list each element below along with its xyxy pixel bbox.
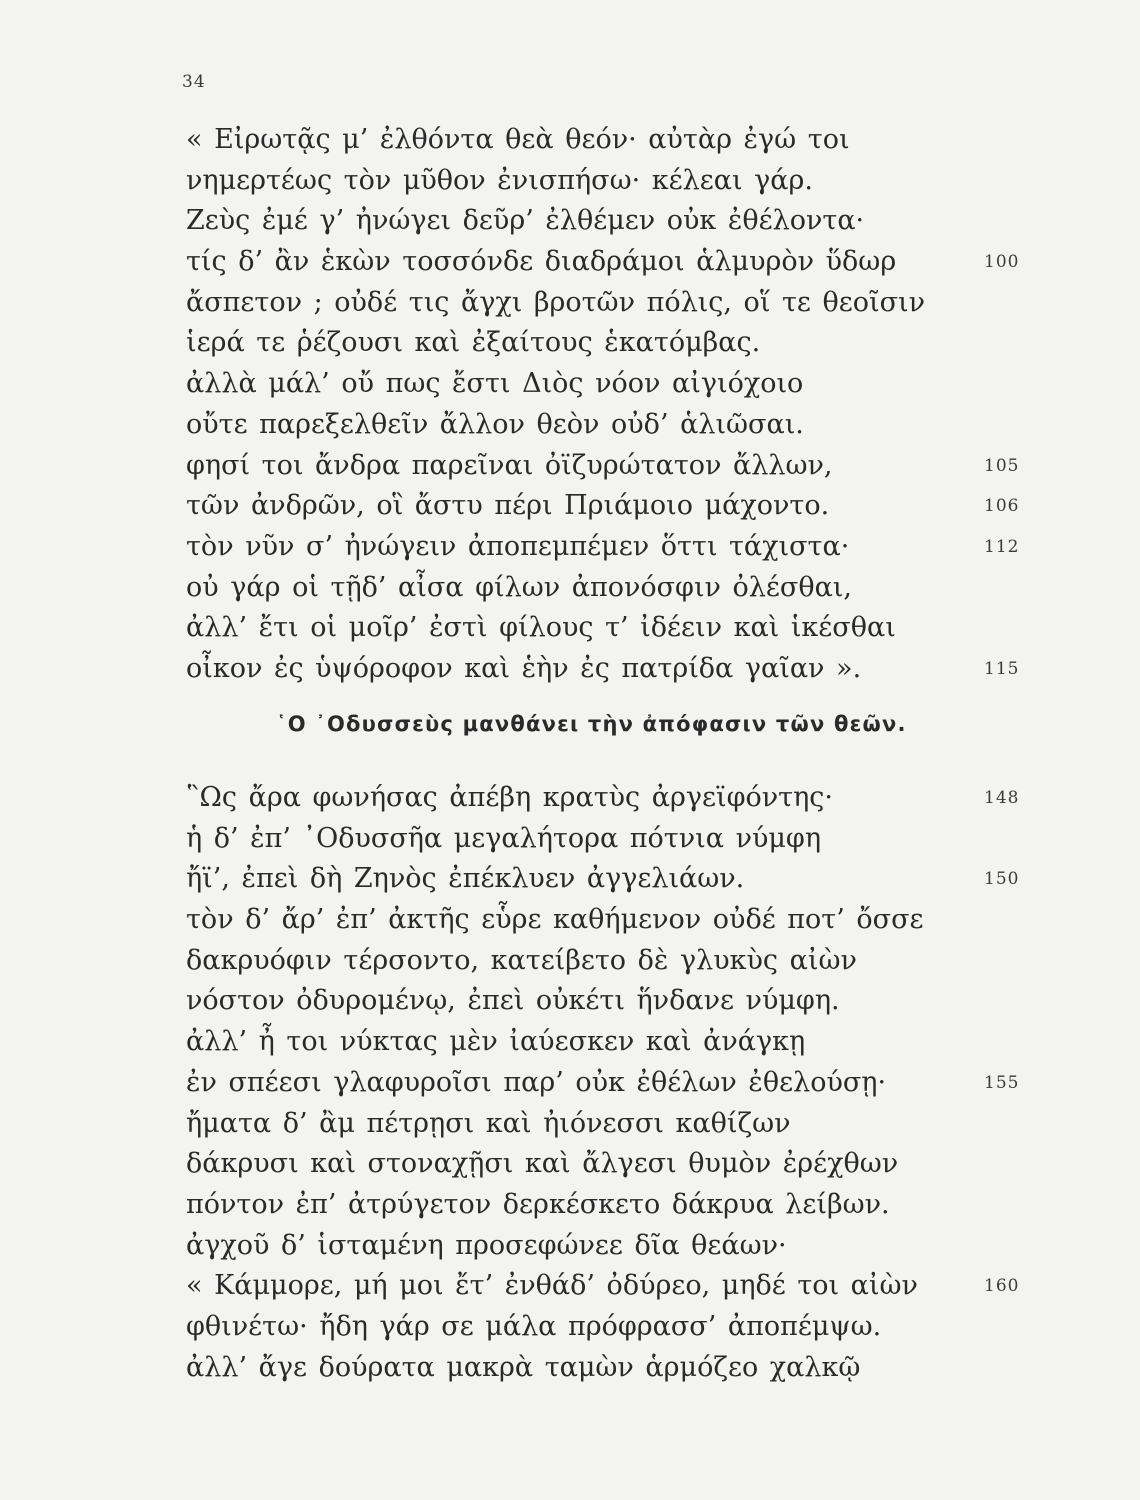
line-number: 155 (984, 1072, 1020, 1093)
line-number: 100 (984, 252, 1020, 273)
verse-line (186, 527, 1026, 568)
verse-text: « Εἰρωτᾷς μ’ ἐλθόντα θεὰ θεόν· αὐτὰρ ἐγώ τοι (186, 124, 850, 155)
verse-text: πόντον ἐπ’ ἀτρύγετον δερκέσκετο δάκρυα λείβων. (186, 1188, 890, 1220)
verse-text: ἄσπετον ; οὐδέ τις ἄγχι βροτῶν πόλις, οἵ τε θεοῖσιν (186, 286, 926, 318)
verse-text: τῶν ἀνδρῶν, οἳ ἄστυ πέρι Πριάμοιο μάχοντο. (186, 490, 830, 522)
verse-text: ἐν σπέεσι γλαφυροῖσι παρ’ οὐκ ἐθέλων ἐθελούσῃ· (186, 1066, 887, 1098)
verse-text: ἀλλ’ ἦ τοι νύκτας μὲν ἰαύεσκεν καὶ ἀνάγκῃ (186, 1026, 806, 1058)
verse-text: τὸν δ’ ἄρ’ ἐπ’ ἀκτῆς εὗρε καθήμενον οὐδέ ποτ’ ὄσσε (186, 904, 924, 936)
verse-line (186, 446, 1026, 487)
verse-line (186, 1348, 1026, 1389)
verse-text: τὸν νῦν σ’ ἠνώγειν ἀποπεμπέμεν ὅττι τάχιστα· (186, 530, 850, 562)
verse-text: ἀλλ’ ἔτι οἱ μοῖρ’ ἐστὶ φίλους τ’ ἰδέειν καὶ ἱκέσθαι (186, 612, 896, 644)
verse-text: τίς δ’ ἂν ἑκὼν τοσσόνδε διαδράμοι ἁλμυρὸν ὕδωρ (186, 246, 897, 278)
line-number: 115 (984, 658, 1020, 679)
verse-line (186, 364, 1026, 405)
line-number: 112 (984, 536, 1020, 557)
verse-line (186, 201, 1026, 242)
verse-text: ἀλλ’ ἄγε δούρατα μακρὰ ταμὼν ἁρμόζεο χαλκῷ (186, 1351, 861, 1383)
line-number: 105 (984, 455, 1020, 476)
verse-text: ἡ δ’ ἐπ’ ᾿Οδυσσῆα μεγαλήτορα πότνια νύμφη (186, 822, 822, 854)
verse-text: ῝Ως ἄρα φωνήσας ἀπέβη κρατὺς ἀργεϊφόντης· (186, 782, 833, 813)
verse-line (186, 941, 1026, 982)
line-number: 148 (984, 788, 1020, 808)
verse-line (186, 981, 1026, 1022)
verse-line (186, 608, 1026, 649)
verse-line (186, 819, 1026, 860)
verse-line (186, 242, 1026, 283)
verse-line (186, 1307, 1026, 1348)
verse-line (186, 778, 1026, 819)
verse-text: Ζεὺς ἐμέ γ’ ἠνώγει δεῦρ’ ἐλθέμεν οὐκ ἐθέλοντα· (186, 205, 865, 237)
verse-text: « Κάμμορε, μή μοι ἔτ’ ἐνθάδ’ ὀδύρεο, μηδέ τοι αἰὼν (186, 1270, 918, 1302)
verse-block-2 (186, 778, 1026, 1388)
verse-text: οὔτε παρεξελθεῖν ἄλλον θεὸν οὐδ’ ἁλιῶσαι. (186, 408, 804, 440)
verse-line (186, 1185, 1026, 1226)
verse-text: φησί τοι ἄνδρα παρεῖναι ὀϊζυρώτατον ἄλλων, (186, 449, 833, 481)
verse-text: οἶκον ἐς ὑψόροφον καὶ ἑὴν ἐς πατρίδα γαῖαν ». (186, 652, 862, 684)
verse-text: ἤϊ’, ἐπεὶ δὴ Ζηνὸς ἐπέκλυεν ἀγγελιάων. (186, 863, 745, 895)
verse-line (186, 1022, 1026, 1063)
verse-text: δάκρυσι καὶ στοναχῇσι καὶ ἄλγεσι θυμὸν ἐρέχθων (186, 1148, 899, 1180)
verse-text: νόστον ὀδυρομένῳ, ἐπεὶ οὐκέτι ἥνδανε νύμφη. (186, 985, 840, 1017)
section-heading: ῾Ο ᾿Οδυσσεὺς μανθάνει τὴν ἀπόφασιν τῶν θεῶν. (276, 712, 907, 736)
line-number: 106 (984, 496, 1020, 517)
line-number: 150 (984, 869, 1020, 890)
verse-line (186, 1104, 1026, 1145)
verse-block-1 (186, 120, 1026, 690)
verse-line (186, 161, 1026, 202)
verse-text: ἀλλὰ μάλ’ οὔ πως ἔστι Διὸς νόον αἰγιόχοιο (186, 368, 804, 400)
verse-text: οὐ γάρ οἱ τῇδ’ αἶσα φίλων ἀπονόσφιν ὀλέσθαι, (186, 571, 852, 603)
verse-line (186, 405, 1026, 446)
verse-line (186, 486, 1026, 527)
verse-text: νημερτέως τὸν μῦθον ἐνισπήσω· κέλεαι γάρ. (186, 164, 813, 196)
verse-line (186, 283, 1026, 324)
verse-text: δακρυόφιν τέρσοντο, κατείβετο δὲ γλυκὺς αἰὼν (186, 944, 857, 976)
verse-text: ἀγχοῦ δ’ ἱσταμένη προσεφώνεε δῖα θεάων· (186, 1229, 787, 1261)
verse-line (186, 1144, 1026, 1185)
verse-line (186, 1266, 1026, 1307)
verse-text: ἤματα δ’ ἂμ πέτρῃσι καὶ ἠιόνεσσι καθίζων (186, 1107, 791, 1139)
page-number: 34 (182, 72, 206, 92)
verse-line (186, 1226, 1026, 1267)
verse-text: φθινέτω· ἤδη γάρ σε μάλα πρόφρασσ’ ἀποπέμψω. (186, 1310, 882, 1342)
verse-line (186, 568, 1026, 609)
verse-line (186, 649, 1026, 690)
verse-line (186, 120, 1026, 161)
verse-line (186, 900, 1026, 941)
line-number: 160 (984, 1276, 1020, 1297)
verse-line (186, 323, 1026, 364)
verse-text: ἱερά τε ῥέζουσι καὶ ἐξαίτους ἑκατόμβας. (186, 327, 761, 359)
verse-line (186, 1063, 1026, 1104)
verse-line (186, 859, 1026, 900)
